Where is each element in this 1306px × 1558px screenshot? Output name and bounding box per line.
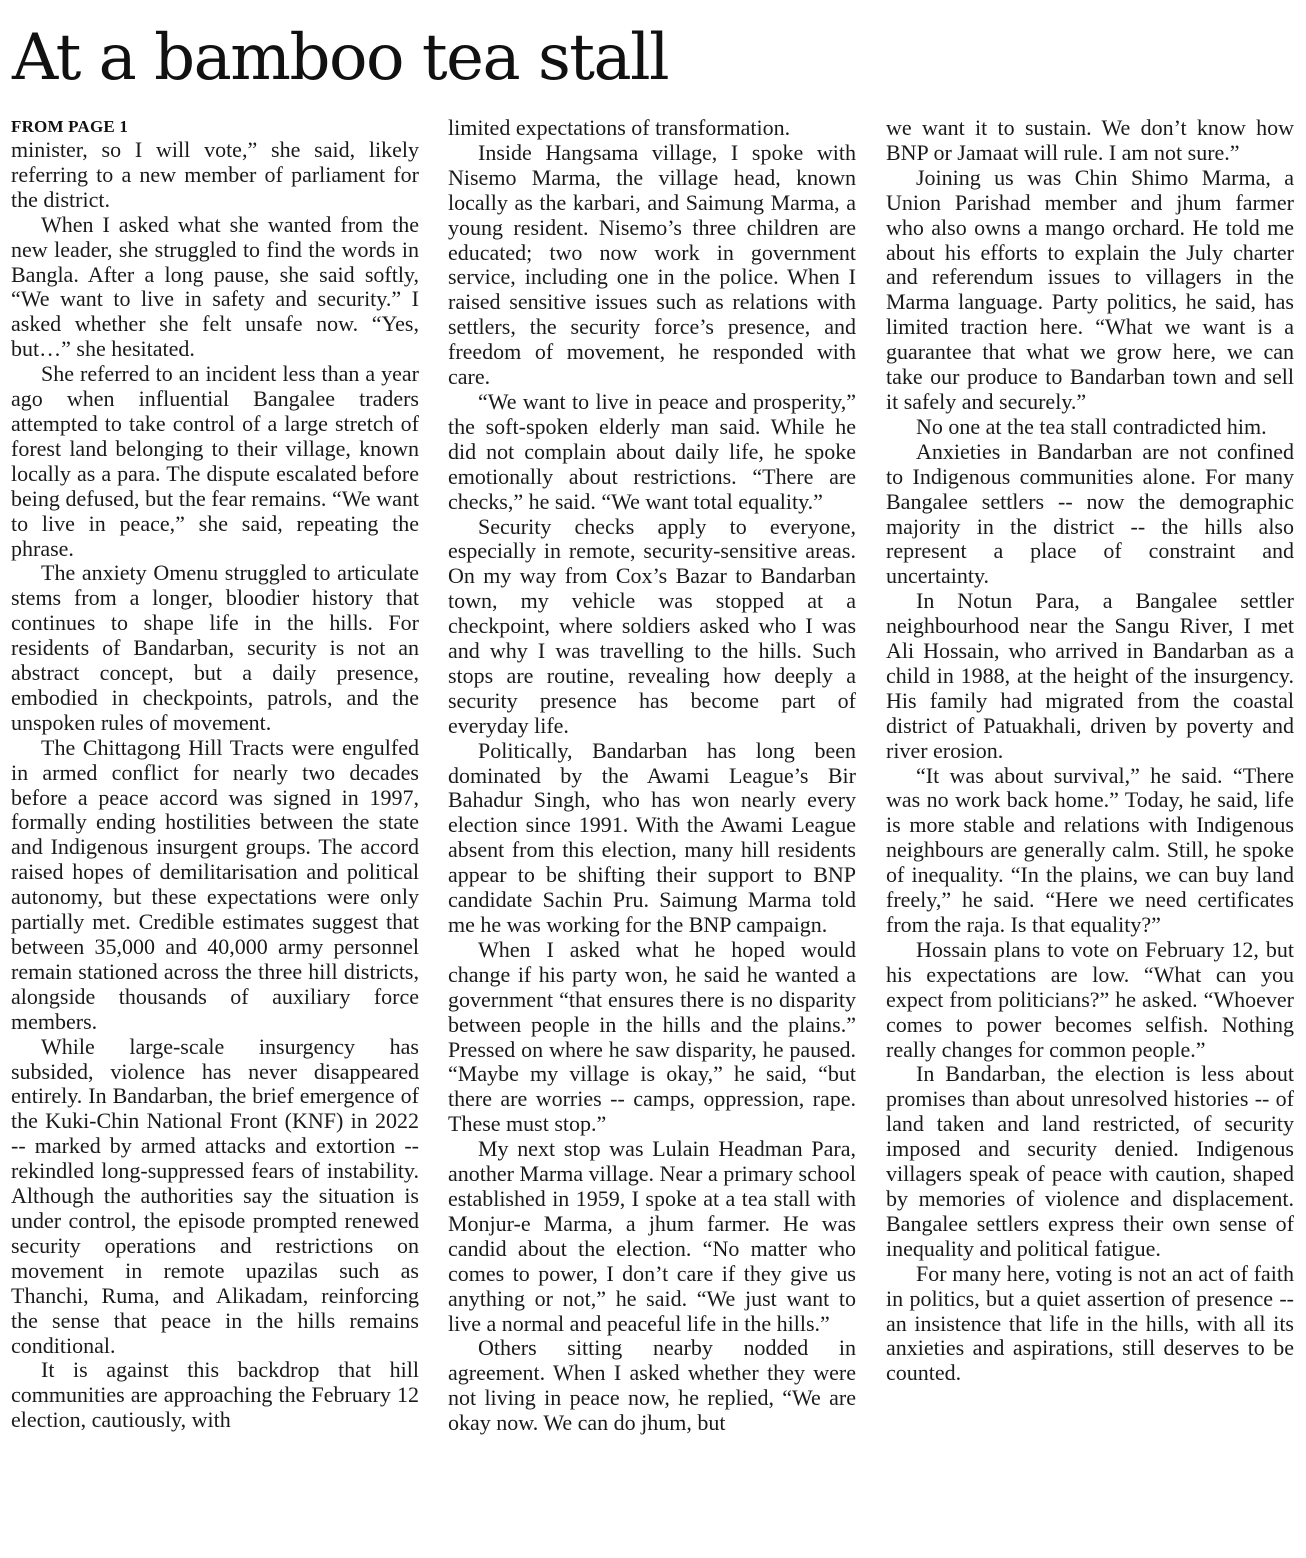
article-paragraph: The anxiety Omenu struggled to articulate stems from a longer, bloodier history that continues to shape life in the hills. For residents of Bandarban, security is not an abstract concept, but a daily presence, embodied in checkpoints, patrols, and the unspoken rules of movement. [11, 560, 419, 735]
article-paragraph: She referred to an incident less than a year ago when influential Bangalee traders attempted to take control of a large stretch of forest land belonging to their village, known locally as a para. The dispute escalated before being defused, but the fear remains. “We want to live in peace,” she said, repeating the phrase. [11, 361, 419, 561]
article-paragraph: “We want to live in peace and prosperity,” the soft-spoken elderly man said. While he did not complain about daily life, he spoke emotionally about restrictions. “There are checks,” he said. “We want total equality.” [448, 388, 856, 514]
article-paragraph: For many here, voting is not an act of faith in politics, but a quiet assertion of presence -- an insistence that life in the hills, with all its anxieties and aspirations, still deserves to be counted. [886, 1260, 1294, 1386]
article-paragraph: Anxieties in Bandarban are not confined to Indigenous communities alone. For many Bangalee settlers -- now the demographic majority in the district -- the hills also represent a place of constraint and uncertainty. [886, 438, 1294, 589]
article-column-2 [448, 116, 856, 1546]
article-paragraph: Security checks apply to everyone, especially in remote, security-sensitive areas. On my way from Cox’s Bazar to Bandarban town, my vehicle was stopped at a checkpoint, where soldiers asked who I was and why I was travelling to the hills. Such stops are routine, revealing how deeply a security presence has become part of everyday life. [448, 513, 856, 738]
article-paragraph: Joining us was Chin Shimo Marma, a Union Parishad member and jhum farmer who also owns a mango orchard. He told me about his efforts to explain the July charter and referendum issues to villagers in the Marma language. Party politics, he said, has limited traction here. “What we want is a guarantee that what we grow here, we can take our produce to Bandarban town and sell it safely and securely.” [886, 164, 1294, 414]
article-paragraph: In Notun Para, a Bangalee settler neighbourhood near the Sangu River, I met Ali Hossain, who arrived in Bandarban as a child in 1988, at the height of the insurgency. His family had migrated from the coastal district of Patuakhali, driven by poverty and river erosion. [886, 588, 1294, 763]
continuation-kicker: FROM PAGE 1 [11, 117, 129, 136]
article-paragraph: It is against this backdrop that hill communities are approaching the February 12 election, cautiously, with [11, 1357, 419, 1433]
article-paragraph: When I asked what he hoped would change if his party won, he said he wanted a government “that ensures there is no disparity between people in the hills and the plains.” Pressed on where he saw disparity, he paused. “Maybe my village is okay,” he said, “but there are worries -- camps, oppression, rape. These must stop.” [448, 936, 856, 1137]
article-paragraph: Politically, Bandarban has long been dominated by the Awami League’s Bir Bahadur Singh, who has won nearly every election since 1991. With the Awami League absent from this election, many hill residents appear to be shifting their support to BNP candidate Sachin Pru. Saimung Marma told me he was working for the BNP campaign. [448, 737, 856, 937]
article-column-3 [886, 116, 1294, 1546]
article-paragraph: My next stop was Lulain Headman Para, another Marma village. Near a primary school established in 1959, I spoke at a tea stall with Monjur-e Marma, a jhum farmer. He was candid about the election. “No matter who comes to power, I don’t care if they give us anything or not,” he said. “We just want to live a normal and peaceful life in the hills.” [448, 1136, 856, 1336]
article-column-1 [11, 116, 419, 1546]
article-paragraph: Hossain plans to vote on February 12, but his expectations are low. “What can you expect from politicians?” he asked. “Whoever comes to power becomes selfish. Nothing really changes for common people.” [886, 936, 1294, 1062]
article-paragraph: No one at the tea stall contradicted him. [916, 413, 1267, 439]
article-paragraph: minister, so I will vote,” she said, likely referring to a new member of parliament for the district. [11, 137, 419, 212]
article-paragraph: When I asked what she wanted from the new leader, she struggled to find the words in Bangla. After a long pause, she said softly, “We want to live in safety and security.” I asked whether she felt unsafe now. “Yes, but…” she hesitated. [11, 211, 419, 362]
article-paragraph: The Chittagong Hill Tracts were engulfed in armed conflict for nearly two decades before a peace accord was signed in 1997, formally ending hostilities between the state and Indigenous insurgent groups. The accord raised hopes of demilitarisation and political autonomy, but these expectations were only partially met. Credible estimates suggest that between 35,000 and 40,000 army personnel remain stationed across the three hill districts, alongside thousands of auxiliary force members. [11, 734, 419, 1034]
article-paragraph: “It was about survival,” he said. “There was no work back home.” Today, he said, life is more stable and relations with Indigenous neighbours are generally calm. Still, he spoke of inequality. “In the plains, we can buy land freely,” he said. “Here we need certificates from the raja. Is that equality?” [886, 762, 1294, 937]
article-paragraph: While large-scale insurgency has subsided, violence has never disappeared entirely. In Bandarban, the brief emergence of the Kuki-Chin National Front (KNF) in 2022 -- marked by armed attacks and extortion -- rekindled long-suppressed fears of instability. Although the authorities say the situation is under control, the episode prompted renewed security operations and restrictions on movement in remote upazilas such as Thanchi, Ruma, and Alikadam, reinforcing the sense that peace in the hills remains conditional. [11, 1033, 419, 1358]
article-paragraph: we want it to sustain. We don’t know how BNP or Jamaat will rule. I am not sure.” [886, 116, 1294, 165]
article-paragraph: Others sitting nearby nodded in agreement. When I asked whether they were not living in peace now, he replied, “We are okay now. We can do jhum, but [448, 1335, 856, 1436]
article-paragraph: In Bandarban, the election is less about promises than about unresolved histories -- of land taken and land restricted, of security imposed and security denied. Indigenous villagers speak of peace with caution, shaped by memories of violence and displacement. Bangalee settlers express their own sense of inequality and political fatigue. [886, 1061, 1294, 1261]
article-paragraph: Inside Hangsama village, I spoke with Nisemo Marma, the village head, known locally as the karbari, and Saimung Marma, a young resident. Nisemo’s three children are educated; two now work in government service, including one in the police. When I raised sensitive issues such as relations with settlers, the security force’s presence, and freedom of movement, he responded with care. [448, 139, 856, 390]
article-headline: At a bamboo tea stall [12, 21, 669, 95]
article-paragraph: limited expectations of transformation. [448, 116, 791, 140]
